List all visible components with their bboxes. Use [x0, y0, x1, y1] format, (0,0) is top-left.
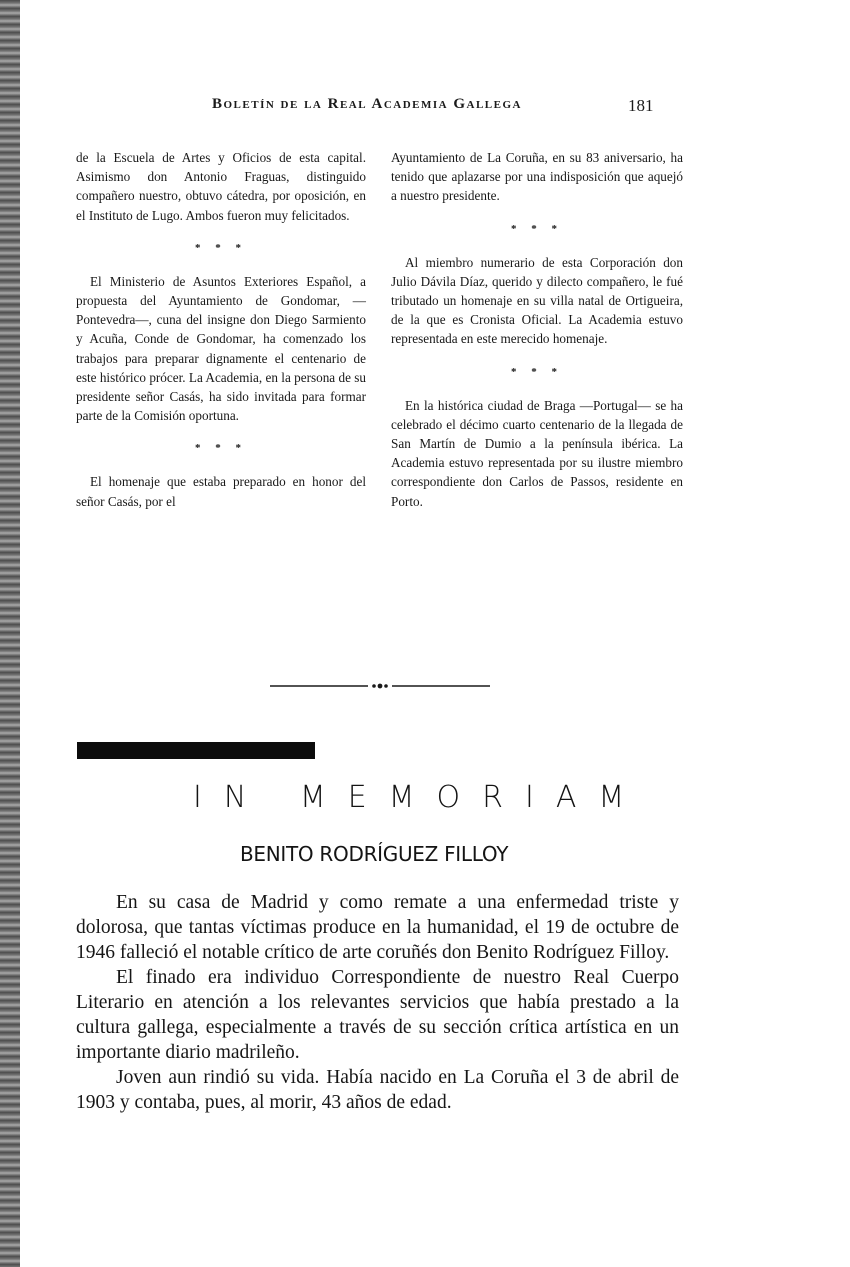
section-heading: IN MEMORIAM [193, 780, 647, 815]
ornamental-rule [270, 680, 490, 692]
page-number: 181 [628, 96, 654, 115]
section-separator: * * * [195, 442, 247, 455]
right-paragraph-2: Al miembro numerario de esta Corporación don Julio Dávila Díaz, querido y dilecto compañero, le fué tributado un homenaje en su villa natal de Ortigueira, de la que es Cronista Oficial. La Academia estuvo representada en este merecido homenaje. [391, 254, 683, 347]
right-paragraph-1: Ayuntamiento de La Coruña, en su 83 aniversario, ha tenido que aplazarse por una indisposición que aquejó a nuestro presidente. [391, 150, 683, 204]
book-spine-edge [0, 0, 20, 1267]
left-paragraph-1: de la Escuela de Artes y Oficios de esta capital. Asimismo don Antonio Fraguas, distinguido compañero nuestro, obtuvo cátedra, por oposición, en el Instituto de Lugo. Ambos fueron muy felicitados. [76, 150, 366, 223]
left-paragraph-2: El Ministerio de Asuntos Exteriores Español, a propuesta del Ayuntamiento de Gondomar, —Pontevedra—, cuna del insigne don Diego Sarmiento y Acuña, Conde de Gondomar, ha comenzado los trabajos para preparar dignamente el centenario de este histórico prócer. La Academia, en la persona de su presidente señor Casás, ha sido invitada para formar parte de la Comisión oportuna. [76, 273, 366, 424]
obituary-paragraph: En su casa de Madrid y como remate a una enfermedad triste y dolorosa, que tantas víctimas produce en la humanidad, el 19 de octubre de 1946 falleció el notable crítico de arte coruñés don Benito Rodríguez Filloy. [76, 892, 679, 963]
left-paragraph-3: El homenaje que estaba preparado en honor del señor Casás, por el [76, 474, 366, 509]
section-separator: * * * [195, 241, 247, 254]
running-head: Boletín de la Real Academia Gallega [212, 96, 522, 112]
black-bar [77, 742, 315, 759]
section-separator: * * * [511, 365, 563, 378]
right-paragraph-3: En la histórica ciudad de Braga —Portugal— se ha celebrado el décimo cuarto centenario de la llegada de San Martín de Dumio a la península ibérica. La Academia estuvo representada por su ilustre miembro correspondiente don Carlos de Passos, residente en Porto. [391, 397, 683, 509]
section-separator: * * * [511, 222, 563, 235]
obituary-paragraph: El finado era individuo Correspondiente de nuestro Real Cuerpo Literario en atención a los relevantes servicios que había prestado a la cultura gallega, especialmente a través de su sección crítica artística en un importante diario madrileño. [76, 967, 679, 1063]
obituary-subject-name: BENITO RODRÍGUEZ FILLOY [240, 842, 509, 866]
obituary-text [76, 890, 679, 1115]
right-column [391, 148, 683, 511]
obituary-paragraph: Joven aun rindió su vida. Había nacido en La Coruña el 3 de abril de 1903 y contaba, pues, al morir, 43 años de edad. [76, 1067, 679, 1113]
left-column [76, 148, 366, 511]
